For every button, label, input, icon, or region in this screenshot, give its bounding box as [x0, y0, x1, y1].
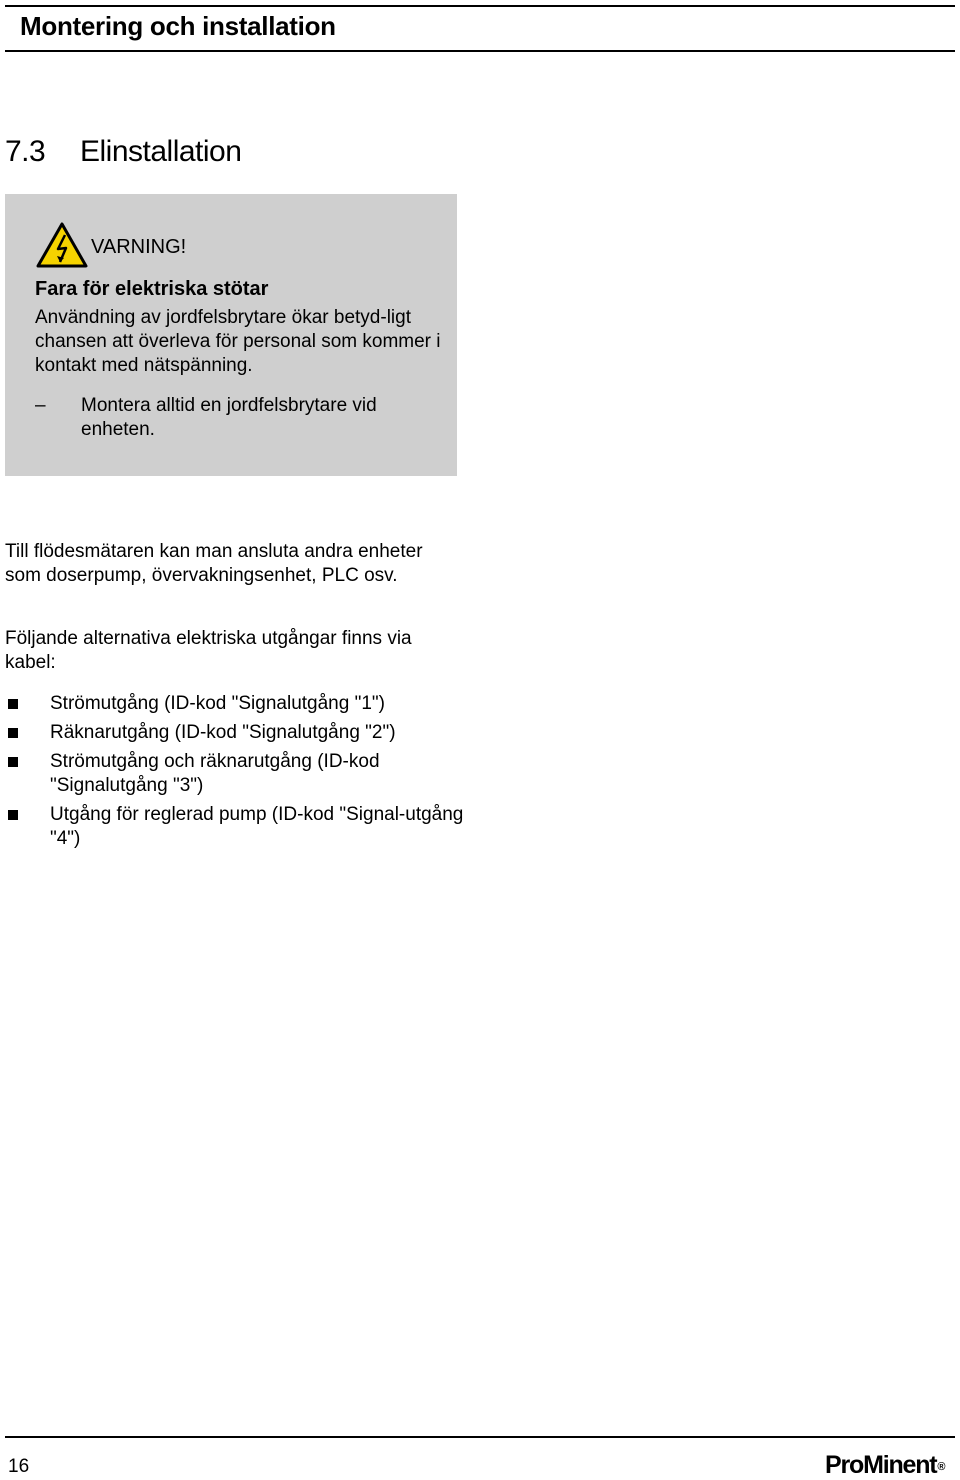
paragraph-outputs: Följande alternativa elektriska utgångar finns via kabel: — [5, 628, 412, 673]
header-rule-top — [5, 5, 955, 7]
section-heading — [5, 133, 241, 171]
section-number: 7.3 — [5, 135, 46, 168]
section-title: Elinstallation — [80, 135, 242, 168]
list-item: Räknarutgång (ID-kod "Signalutgång "2") — [5, 721, 465, 745]
warning-text: Användning av jordfelsbrytare ökar betyd-ligt chansen att överleva för personal som kommer i kontakt med nätspänning. — [35, 307, 441, 376]
outputs-list — [5, 692, 465, 856]
electric-hazard-icon — [35, 221, 89, 269]
list-item: Strömutgång och räknarutgång (ID-kod "Signalutgång "3") — [5, 750, 465, 798]
list-item: Utgång för reglerad pump (ID-kod "Signal-utgång "4") — [5, 803, 465, 851]
warning-box — [5, 194, 457, 476]
warning-action: Montera alltid en jordfelsbrytare vid enheten. — [81, 395, 377, 440]
page-number: 16 — [8, 1456, 30, 1477]
running-header-title: Montering och installation — [20, 11, 336, 41]
warning-heading: VARNING! — [91, 236, 187, 258]
prominent-logo: ProMinent® — [825, 1451, 946, 1479]
bullet-square-icon — [8, 757, 18, 767]
list-item: Strömutgång (ID-kod "Signalutgång "1") — [5, 692, 465, 716]
bullet-square-icon — [8, 810, 18, 820]
warning-dash: – — [35, 395, 46, 416]
paragraph-connect-devices: Till flödesmätaren kan man ansluta andra enheter som doserpump, övervakningsenhet, PLC osv. — [5, 541, 423, 586]
warning-subheading: Fara för elektriska stötar — [35, 278, 269, 300]
bullet-square-icon — [8, 699, 18, 709]
bullet-square-icon — [8, 728, 18, 738]
footer-rule — [5, 1436, 955, 1438]
header-rule-bottom — [5, 50, 955, 52]
